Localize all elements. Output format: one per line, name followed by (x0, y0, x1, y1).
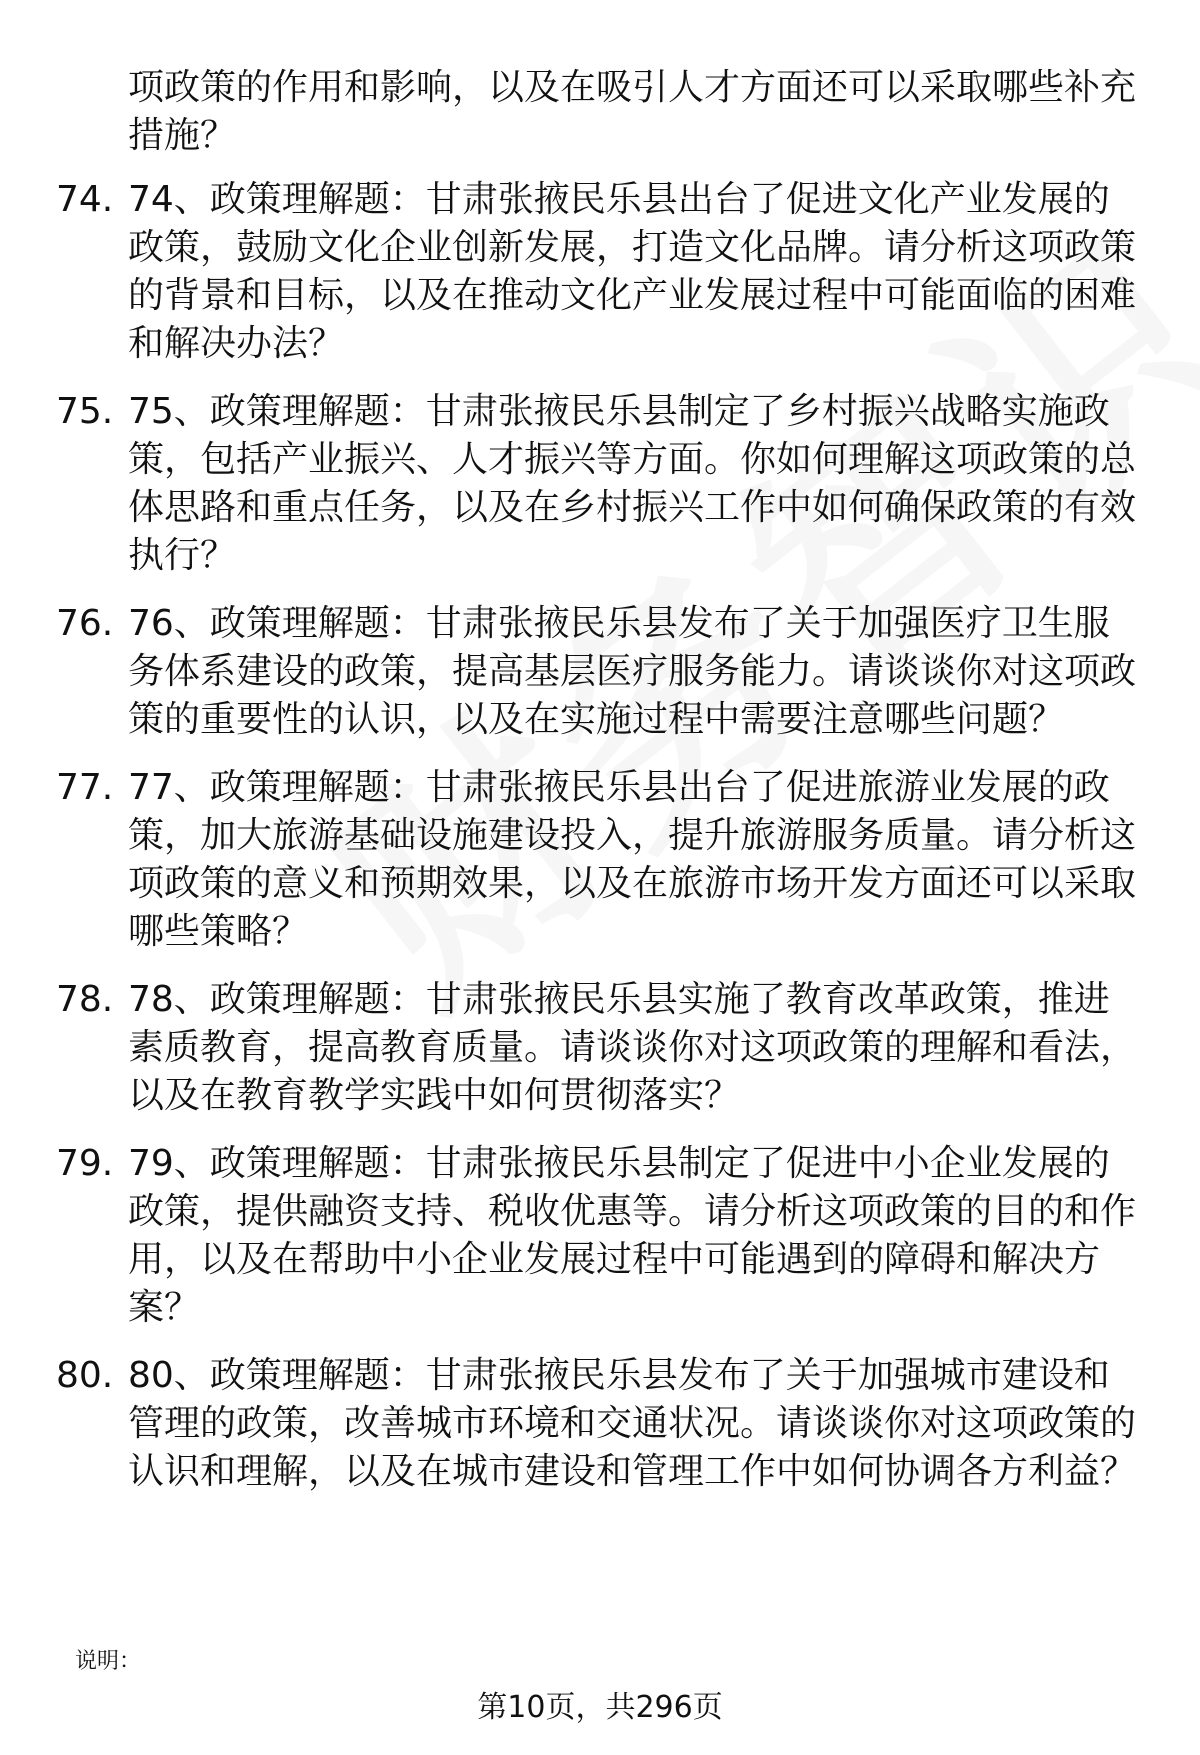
question-text: 80、政策理解题：甘肃张掖民乐县发布了关于加强城市建设和管理的政策，改善城市环境和交通状况。请谈谈你对这项政策的认识和理解，以及在城市建设和管理工作中如何协调各方利益？ (128, 1355, 1137, 1492)
question-text: 79、政策理解题：甘肃张掖民乐县制定了促进中小企业发展的政策，提供融资支持、税收优惠等。请分析这项政策的目的和作用，以及在帮助中小企业发展过程中可能遇到的障碍和解决方案？ (128, 1143, 1137, 1328)
question-number: 75. (56, 391, 114, 432)
question-text: 78、政策理解题：甘肃张掖民乐县实施了教育改革政策，推进素质教育，提高教育质量。请谈谈你对这项政策的理解和看法，以及在教育教学实践中如何贯彻落实？ (128, 979, 1137, 1116)
question-text: 74、政策理解题：甘肃张掖民乐县出台了促进文化产业发展的政策，鼓励文化企业创新发展，打造文化品牌。请分析这项政策的背景和目标，以及在推动文化产业发展过程中可能面临的困难和解决办法？ (128, 179, 1137, 364)
question-text: 77、政策理解题：甘肃张掖民乐县出台了促进旅游业发展的政策，加大旅游基础设施建设投入，提升旅游服务质量。请分析这项政策的意义和预期效果，以及在旅游市场开发方面还可以采取哪些策略？ (128, 767, 1137, 952)
question-number: 77. (56, 767, 114, 808)
question-number: 74. (56, 179, 114, 220)
question-text: 76、政策理解题：甘肃张掖民乐县发布了关于加强医疗卫生服务体系建设的政策，提高基层医疗服务能力。请谈谈你对这项政策的重要性的认识，以及在实施过程中需要注意哪些问题？ (128, 603, 1137, 740)
page-footer: 第10页，共296页 (477, 1690, 723, 1725)
question-number: 76. (56, 603, 114, 644)
question-number: 80. (56, 1355, 114, 1396)
question-text: 75、政策理解题：甘肃张掖民乐县制定了乡村振兴战略实施政策，包括产业振兴、人才振兴等方面。你如何理解这项政策的总体思路和重点任务，以及在乡村振兴工作中如何确保政策的有效执行？ (128, 391, 1137, 576)
question-number: 78. (56, 979, 114, 1020)
note-label: 说明： (75, 1649, 142, 1674)
continuation-text: 项政策的作用和影响，以及在吸引人才方面还可以采取哪些补充措施？ (128, 67, 1137, 156)
question-number: 79. (56, 1143, 114, 1184)
